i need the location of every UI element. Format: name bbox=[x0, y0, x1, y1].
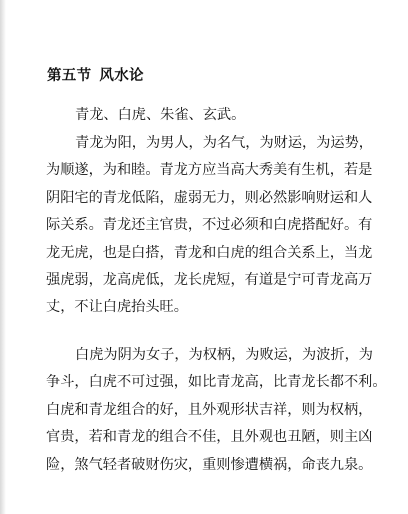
section-number: 第五节 bbox=[47, 68, 92, 84]
paragraph-line: 官贵，若和青龙的组合不佳，且外观也丑陋，则主凶 bbox=[46, 429, 373, 446]
paragraph-line: 争斗，白虎不可过强，如比青龙高，比青龙长都不利。 bbox=[46, 374, 387, 391]
paragraph-line: 险，煞气轻者破财伤灾，重则惨遭横祸，命丧九泉。 bbox=[46, 456, 373, 473]
paragraph-line: 丈，不让白虎抬头旺。 bbox=[46, 299, 188, 316]
paragraph-line: 白虎为阴为女子，为权柄，为败运，为波折，为 bbox=[75, 347, 373, 363]
paragraph-line: 龙无虎，也是白搭，青龙和白虎的组合关系上，当龙 bbox=[46, 244, 373, 261]
section-title: 风水论 bbox=[99, 68, 144, 84]
page-binding-edge bbox=[0, 0, 6, 514]
paragraph-line: 青龙为阳，为男人，为名气，为财运，为运势， bbox=[75, 135, 373, 151]
paragraph-line: 青龙、白虎、朱雀、玄武。 bbox=[75, 107, 246, 123]
section-heading bbox=[47, 64, 144, 85]
paragraph-four-symbols bbox=[46, 102, 390, 129]
paragraph-line: 白虎和青龙组合的好，且外观形状吉祥，则为权柄， bbox=[46, 401, 373, 418]
paragraph-green-dragon bbox=[46, 130, 390, 322]
paragraph-line: 为顺遂，为和睦。青龙方应当高大秀美有生机，若是 bbox=[46, 162, 373, 179]
paragraph-line: 阴阳宅的青龙低陷，虚弱无力，则必然影响财运和人 bbox=[46, 189, 373, 206]
paragraph-line: 际关系。青龙还主官贵，不过必须和白虎搭配好。有 bbox=[46, 217, 373, 234]
paragraph-line: 强虎弱，龙高虎低，龙长虎短，有道是宁可青龙高万 bbox=[46, 272, 373, 289]
paragraph-white-tiger bbox=[46, 342, 390, 479]
